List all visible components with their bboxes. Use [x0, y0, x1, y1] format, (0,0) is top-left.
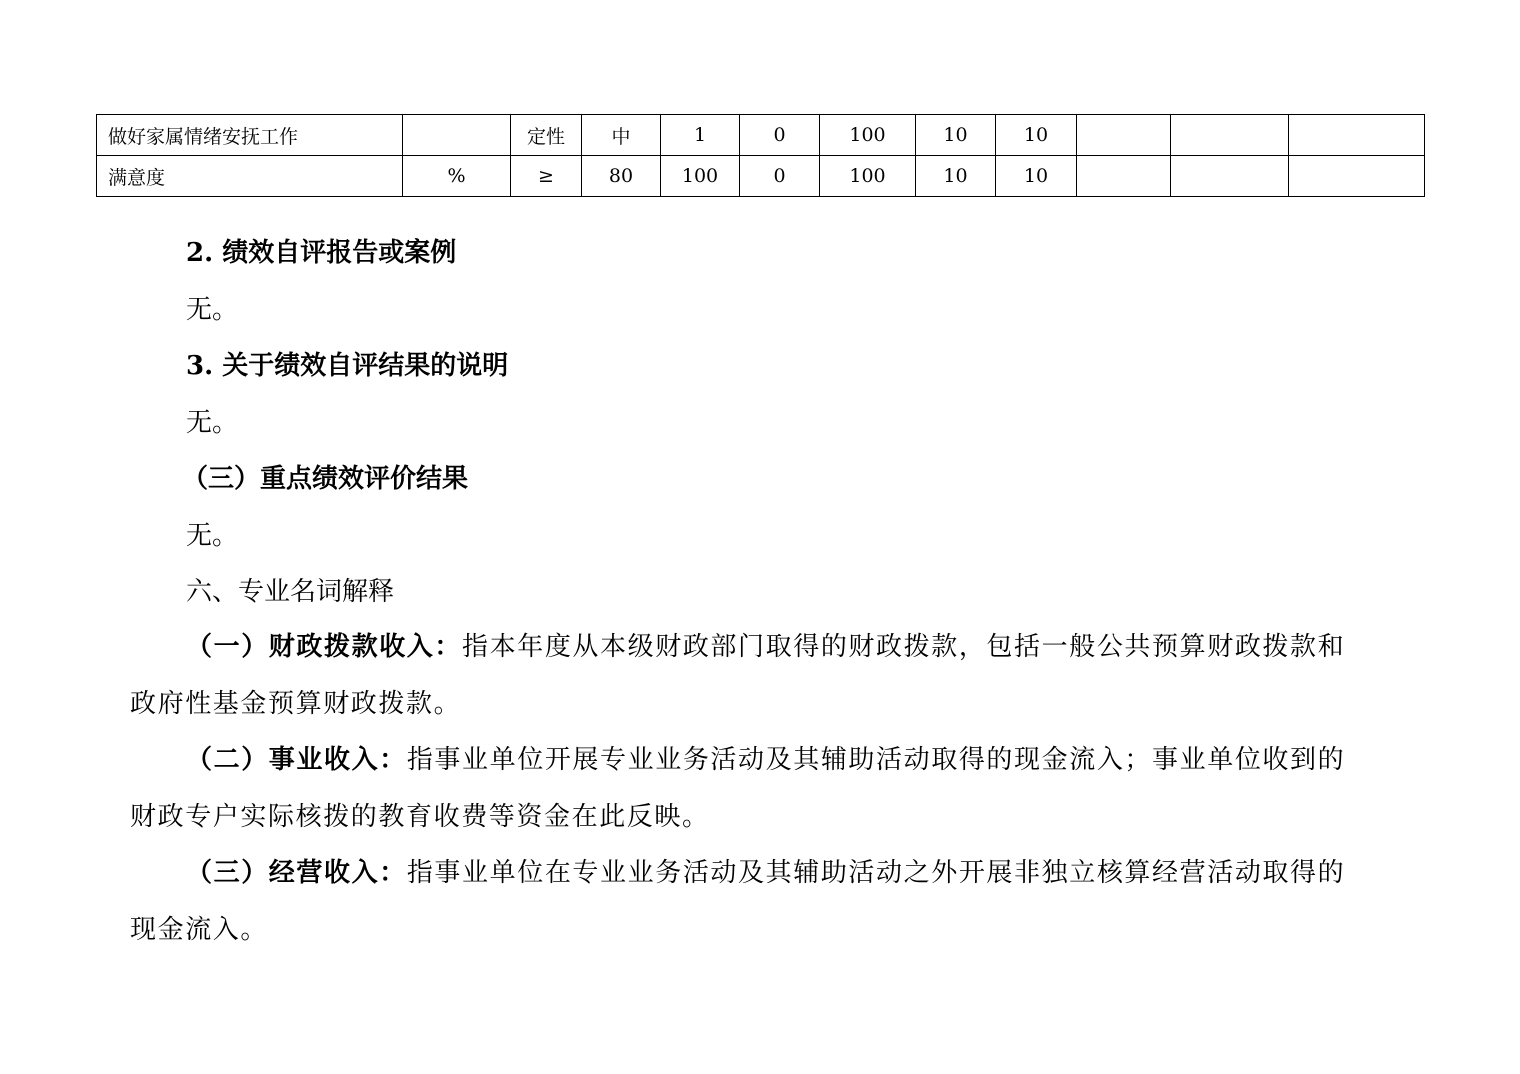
results-body: 无。: [186, 408, 239, 438]
key-evaluation-body: 无。: [186, 521, 239, 551]
table-cell: 0: [740, 115, 820, 156]
report-body: 无。: [186, 295, 239, 325]
glossary-item-operating-income: [186, 857, 1345, 889]
report-heading: 2. 绩效自评报告或案例: [186, 238, 457, 268]
table-cell: 10: [916, 156, 996, 197]
operator-cell: ≥: [511, 156, 582, 197]
table-row: [97, 115, 1425, 156]
glossary-definition-continued: 政府性基金预算财政拨款。: [130, 689, 462, 719]
glossary-item-fiscal-appropriation: [186, 631, 1345, 663]
glossary-term: （三）经营收入：: [186, 858, 407, 888]
glossary-definition: 指事业单位开展专业业务活动及其辅助活动取得的现金流入；事业单位收到的: [406, 745, 1346, 775]
glossary-definition: 指事业单位在专业业务活动及其辅助活动之外开展非独立核算经营活动取得的: [406, 858, 1346, 888]
indicator-name-cell: 做好家属情绪安抚工作: [97, 115, 403, 156]
table-cell: 100: [820, 115, 916, 156]
table-cell: 0: [740, 156, 820, 197]
indicator-name-cell: 满意度: [97, 156, 403, 197]
table-cell: 1: [661, 115, 740, 156]
table-cell: 10: [996, 156, 1077, 197]
results-heading: 3. 关于绩效自评结果的说明: [186, 351, 509, 381]
table-cell: [1171, 115, 1289, 156]
table-row: [97, 156, 1425, 197]
table-cell: 10: [916, 115, 996, 156]
table-cell: 80: [582, 156, 661, 197]
table-cell: 100: [820, 156, 916, 197]
table-cell: [1289, 115, 1425, 156]
glossary-definition: 指本年度从本级财政部门取得的财政拨款，包括一般公共预算财政拨款和: [462, 632, 1346, 662]
performance-indicator-table: [96, 114, 1425, 197]
table-cell: 10: [996, 115, 1077, 156]
glossary-definition-continued: 财政专户实际核拨的教育收费等资金在此反映。: [130, 802, 710, 832]
unit-cell: %: [403, 156, 511, 197]
glossary-definition-continued: 现金流入。: [130, 915, 269, 945]
table-cell: [1171, 156, 1289, 197]
glossary-term: （一）财政拨款收入：: [186, 632, 463, 662]
glossary-item-business-income: [186, 744, 1345, 776]
table-cell: [1077, 156, 1171, 197]
table-cell: [1077, 115, 1171, 156]
table-cell: [1289, 156, 1425, 197]
table-cell: 中: [582, 115, 661, 156]
key-evaluation-heading: （三）重点绩效评价结果: [182, 464, 469, 494]
table-cell: 100: [661, 156, 740, 197]
operator-cell: 定性: [511, 115, 582, 156]
glossary-heading: 六、专业名词解释: [186, 577, 395, 607]
unit-cell: [403, 115, 511, 156]
glossary-term: （二）事业收入：: [186, 745, 407, 775]
